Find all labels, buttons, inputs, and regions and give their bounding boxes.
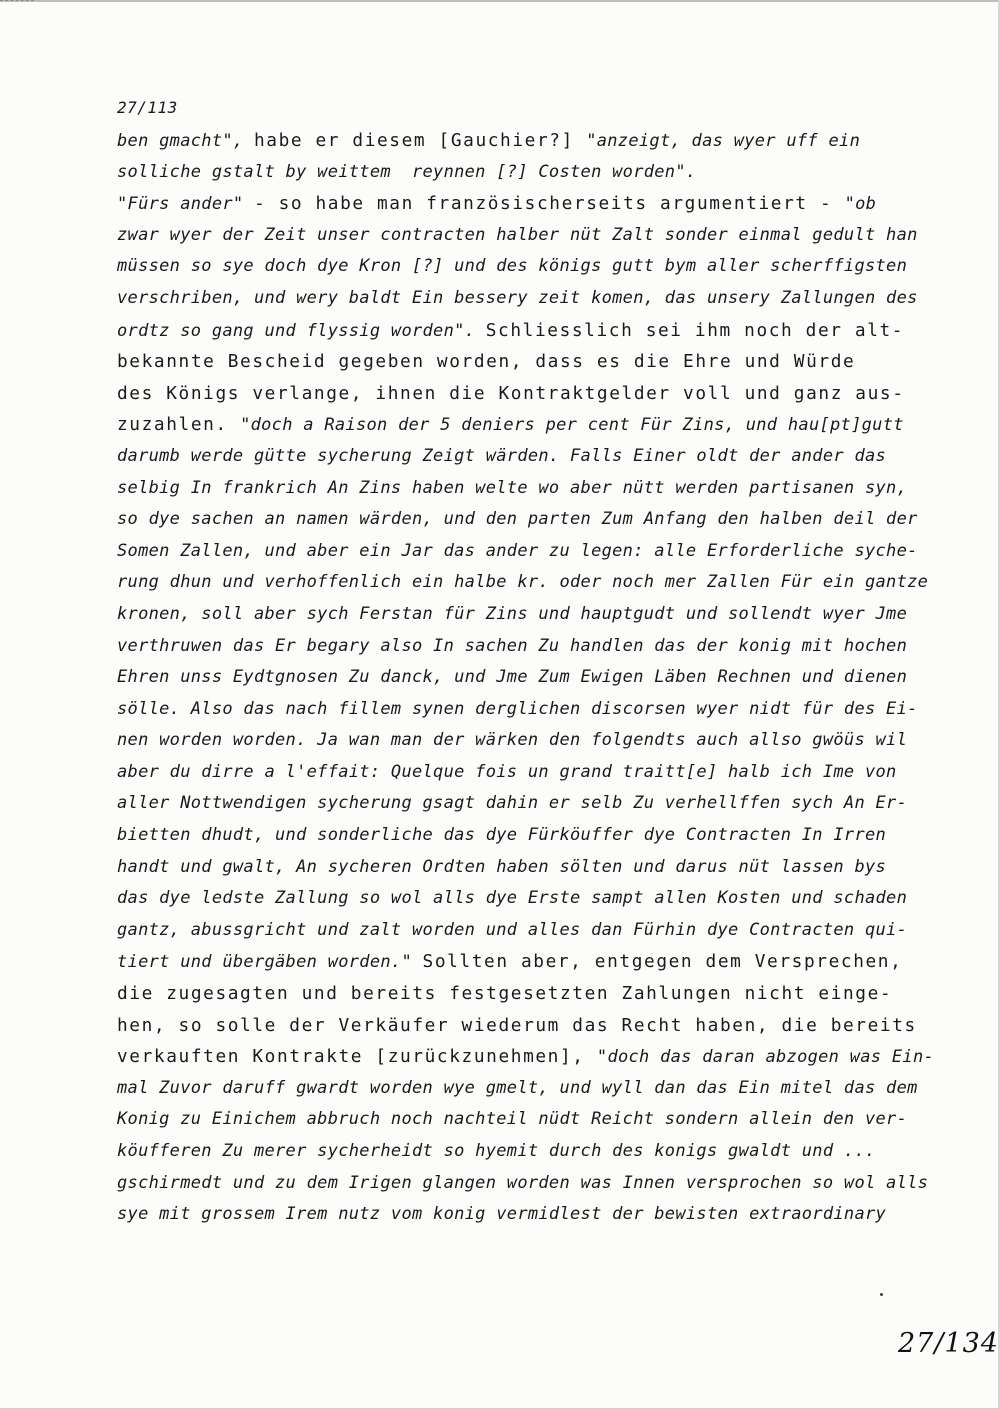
quoted-source-text: Ehren unss Eydtgnosen Zu danck, und Jme Zum Ewigen Läben Rechnen und dienen	[117, 667, 908, 688]
body-text: Schliesslich sei ihm noch der alt-	[485, 319, 905, 341]
body-text: bekannte Bescheid gegeben worden, dass es die Ehre und Würde	[117, 351, 856, 373]
text-line	[117, 788, 907, 820]
text-line	[117, 725, 907, 757]
text-line	[117, 694, 918, 726]
quoted-source-text: gschirmedt und zu dem Irigen glangen worden was Innen versprochen so wol alls	[117, 1172, 929, 1193]
body-text: zuzahlen.	[117, 414, 241, 436]
body-text: - so habe man französischerseits argumentiert -	[253, 193, 845, 215]
folio-number: 27/113	[117, 98, 178, 117]
quoted-source-text: Somen Zallen, und aber ein Jar das ander zu legen: alle Erforderliche syche-	[117, 540, 918, 561]
quoted-source-text: selbig In frankrich An Zins haben welte wo aber nütt werden partisanen syn,	[117, 477, 908, 498]
text-line	[117, 1136, 907, 1168]
text-line	[117, 946, 907, 978]
body-text: habe er diesem [Gauchier?]	[253, 130, 587, 151]
quoted-source-text: darumb werde gütte sycherung Zeigt wärden. Falls Einer oldt der ander das	[117, 445, 887, 466]
text-line	[117, 536, 918, 568]
quoted-source-text: ben gmacht",	[117, 131, 254, 151]
quoted-source-text: "doch a Raison der 5 deniers per cent Für Zins, und hau[pt]gutt	[240, 415, 904, 436]
quoted-source-text: aller Nottwendigen sycherung gsagt dahin er selb Zu verhellffen sych An Er-	[117, 793, 908, 814]
text-line	[117, 315, 907, 347]
quoted-source-text: kronen, soll aber sych Ferstan für Zins und hauptgudt und sollendt wyer Jme	[117, 603, 908, 624]
quoted-source-text: verschriben, und wery baldt Ein bessery zeit komen, das unsery Zallungen des	[117, 287, 918, 308]
quoted-source-text: so dye sachen an namen wärden, und den parten Zum Anfang den halben deil der	[117, 509, 918, 530]
quoted-source-text: rung dhun und verhoffenlich ein halbe kr. oder noch mer Zallen Für ein gantze	[117, 572, 929, 593]
text-line	[117, 567, 929, 599]
text-line	[117, 1010, 917, 1042]
quoted-source-text: nen worden worden. Ja wan man der wärken den folgendts auch allso gwöüs wil	[117, 730, 908, 751]
body-text: Sollten aber, entgegen dem Versprechen,	[422, 951, 903, 973]
body-text: die zugesagten und bereits festgesetzten Zahlungen nicht einge-	[117, 983, 893, 1005]
text-line	[117, 662, 907, 694]
scan-corner-mark	[0, 0, 34, 2]
quoted-source-text: tiert und übergäben worden."	[117, 952, 423, 973]
quoted-source-text: köufferen Zu merer sycherheidt so hyemit durch des konigs gwaldt und ...	[117, 1141, 876, 1161]
text-line	[117, 188, 907, 220]
text-line	[117, 978, 907, 1010]
handwritten-page-number: 27/134	[898, 1328, 999, 1359]
text-line	[117, 757, 907, 789]
text-line	[117, 1168, 929, 1200]
quoted-source-text: das dye ledste Zallung so wol alls dye Erste sampt allen Kosten und schaden	[117, 888, 908, 909]
text-line	[117, 441, 907, 473]
text-line	[117, 504, 918, 536]
text-line	[117, 915, 907, 947]
text-line	[117, 346, 907, 378]
text-line	[117, 251, 907, 283]
quoted-source-text: gantz, abussgricht und zalt worden und alles dan Fürhin dye Contracten qui-	[117, 919, 908, 940]
text-line	[117, 820, 907, 852]
quoted-source-text: "doch das daran abzogen was Ein-	[596, 1047, 935, 1068]
quoted-source-text: aber du dirre a l'effait: Quelque fois un grand traitt[e] halb ich Ime von	[117, 761, 897, 782]
quoted-source-text: sölle. Also das nach fillem synen derglichen discorsen wyer nidt für des Ei-	[117, 698, 918, 719]
scan-speck	[880, 1293, 883, 1296]
text-line	[117, 1041, 935, 1073]
body-text: verkauften Kontrakte [zurückzunehmen],	[117, 1046, 597, 1068]
quoted-source-text: "anzeigt, das wyer uff ein	[586, 131, 861, 151]
text-line	[117, 852, 907, 884]
scan-top-edge	[0, 0, 1000, 2]
quoted-source-text: handt und gwalt, An sycheren Ordten haben sölten und darus nüt lassen bys	[117, 856, 887, 877]
quoted-source-text: bietten dhudt, und sonderliche das dye Fürköuffer dye Contracten In Irren	[117, 825, 887, 846]
text-line	[117, 631, 907, 663]
document-body	[117, 125, 935, 1231]
text-line	[117, 125, 907, 157]
quoted-source-text: ordtz so gang und flyssig worden".	[117, 320, 486, 341]
quoted-source-text: "Fürs ander"	[117, 194, 254, 215]
text-line	[117, 220, 918, 252]
quoted-source-text: sye mit grossem Irem nutz vom konig vermidlest der bewisten extraordinary	[117, 1204, 887, 1225]
text-line	[117, 157, 907, 189]
quoted-source-text: zwar wyer der Zeit unser contracten halber nüt Zalt sonder einmal gedult han	[117, 224, 918, 245]
quoted-source-text: "ob	[844, 194, 877, 215]
text-line	[117, 283, 918, 315]
quoted-source-text: mal Zuvor daruff gwardt worden wye gmelt, und wyll dan das Ein mitel das dem	[117, 1077, 918, 1098]
text-line	[117, 1199, 907, 1231]
body-text: hen, so solle der Verkäufer wiederum das Recht haben, die bereits	[117, 1014, 917, 1036]
quoted-source-text: Konig zu Einichem abbruch noch nachteil nüdt Reicht sondern allein den ver-	[117, 1109, 908, 1130]
quoted-source-text: müssen so sye doch dye Kron [?] und des königs gutt bym aller scherffigsten	[117, 256, 908, 277]
text-line	[117, 599, 907, 631]
text-line	[117, 883, 907, 915]
text-line	[117, 409, 907, 441]
text-line	[117, 473, 907, 505]
text-line	[117, 1073, 918, 1105]
quoted-source-text: solliche gstalt by weittem reynnen [?] Costen worden".	[117, 161, 697, 182]
body-text: des Königs verlange, ihnen die Kontraktgelder voll und ganz aus-	[117, 382, 905, 404]
text-line	[117, 1104, 907, 1136]
text-line	[117, 378, 907, 410]
quoted-source-text: verthruwen das Er begary also In sachen Zu handlen das der konig mit hochen	[117, 635, 908, 656]
